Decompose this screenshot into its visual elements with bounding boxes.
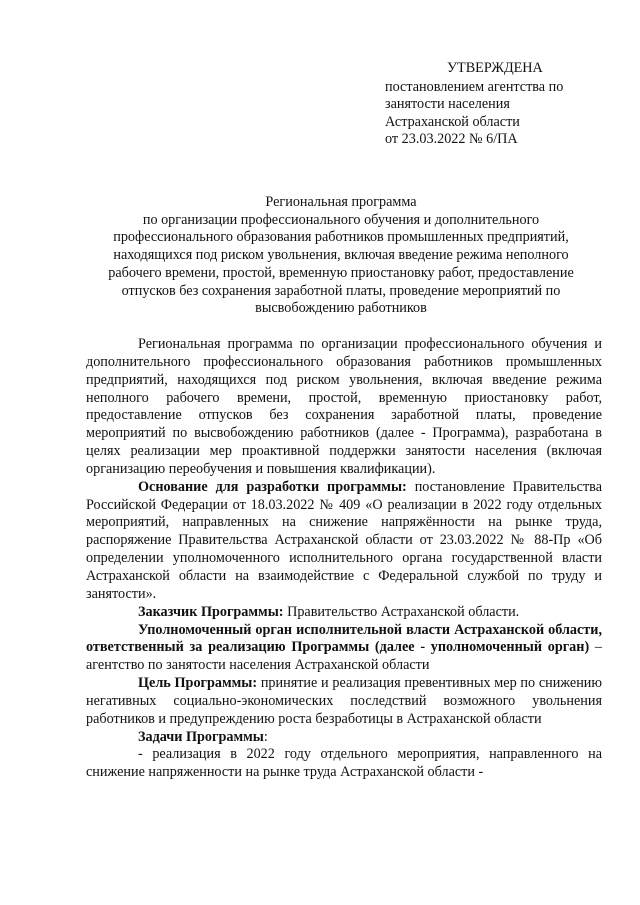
authority-label: Уполномоченный орган исполнительной власти Астраханской области, ответственный за реализацию Программы (далее - уполномоченный орган) bbox=[86, 621, 602, 656]
title-line: отпусков без сохранения заработной платы, проведение мероприятий по bbox=[121, 282, 561, 299]
tasks-heading bbox=[86, 729, 602, 747]
authority-paragraph bbox=[86, 622, 602, 676]
basis-text: постановление Правительства Российской Федерации от 18.03.2022 № 409 «О реализации в 2022 году отдельных мероприятий, направленных на снижение напряжённости на рынке труда, распоряжение Правительства Астраханской области от 23.03.2022 № 88-Пр «Об определении уполномоченного исполнительного органа государственной власти Астраханской области на взаимодействие с Федеральной службой по труду и занятости». bbox=[86, 478, 602, 602]
intro-paragraph: Региональная программа по организации профессионального обучения и дополнительного профессионального образования работников промышленных предприятий, находящихся под риском увольнения, включая введение режима неполного рабочего времени, простой, временную приостановку работ, предоставление отпусков без сохранения заработной платы, проведение мероприятий по высвобождению работников (далее - Программа), разработана в целях реализации мер проактивной поддержки занятости населения (включая организацию переобучения и повышения квалификации). bbox=[86, 336, 602, 477]
approval-line: от 23.03.2022 № 6/ПА bbox=[385, 131, 518, 148]
tasks-label: Задачи Программы bbox=[138, 728, 264, 745]
title-line: высвобождению работников bbox=[255, 300, 427, 317]
customer-text: Правительство Астраханской области. bbox=[283, 603, 520, 620]
authority-text: – агентство по занятости населения Астраханской области bbox=[86, 639, 602, 674]
basis-paragraph bbox=[86, 479, 602, 604]
customer-label: Заказчик Программы: bbox=[138, 603, 284, 620]
title-line: Региональная программа bbox=[265, 194, 417, 210]
program-title bbox=[86, 194, 596, 318]
approval-line: Астраханской области bbox=[385, 113, 520, 130]
approval-stamp bbox=[385, 60, 615, 149]
basis-label: Основание для разработки программы: bbox=[138, 478, 407, 495]
task-item: - реализация в 2022 году отдельного мероприятия, направленного на снижение напряженности на рынке труда Астраханской области - bbox=[86, 746, 602, 781]
title-line: рабочего времени, простой, временную приостановку работ, предоставление bbox=[108, 264, 574, 281]
title-line: профессионального образования работников промышленных предприятий, bbox=[113, 229, 569, 246]
goal-text: принятие и реализация превентивных мер по снижению негативных социально-экономических последствий возможного увольнения работников и предупреждению роста безработицы в Астраханской области bbox=[86, 675, 602, 727]
document-body bbox=[86, 336, 602, 782]
title-line: находящихся под риском увольнения, включая введение режима неполного bbox=[113, 247, 569, 264]
approval-heading: УТВЕРЖДЕНА bbox=[447, 60, 543, 76]
title-line: по организации профессионального обучения и дополнительного bbox=[142, 211, 540, 228]
approval-line: постановлением агентства по bbox=[385, 78, 564, 95]
customer-paragraph bbox=[86, 604, 602, 622]
approval-line: занятости населения bbox=[385, 96, 510, 113]
goal-label: Цель Программы: bbox=[138, 675, 258, 692]
tasks-colon: : bbox=[263, 728, 268, 745]
goal-paragraph bbox=[86, 675, 602, 729]
